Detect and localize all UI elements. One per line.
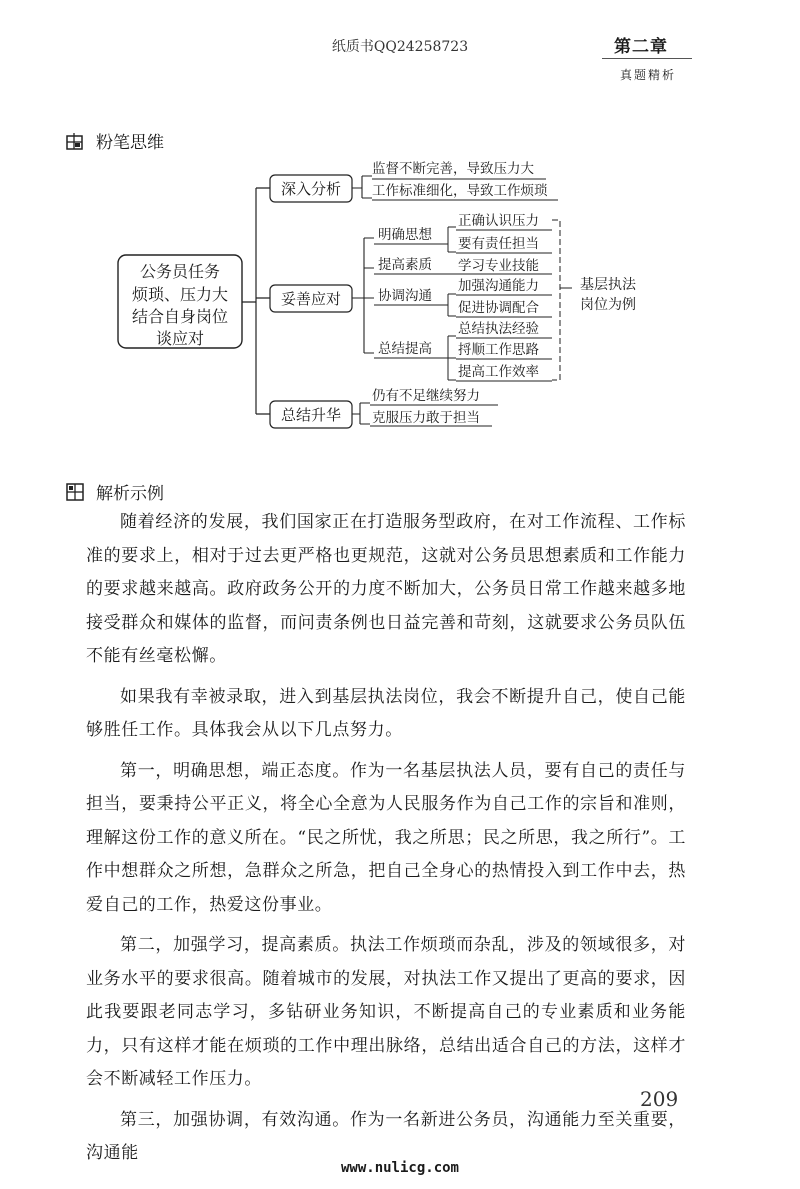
leaf-item: 加强沟通能力: [458, 278, 539, 294]
root-line-4: 谈应对: [155, 329, 205, 348]
branch-analysis: [270, 160, 558, 202]
leaf-item: 克服压力敢于担当: [372, 410, 480, 426]
root-node: [118, 255, 242, 348]
note-bracket: [552, 220, 560, 380]
grid-icon: [66, 132, 84, 150]
leaf-item: 工作标准细化，导致工作烦琐: [372, 183, 548, 199]
group-label: 提高素质: [378, 257, 432, 273]
connector-root: [242, 188, 270, 414]
footer-url: www.nulicg.com: [340, 1160, 459, 1176]
page-number: 209: [640, 1087, 679, 1111]
analysis-body: [86, 506, 686, 1178]
header-divider: [602, 58, 692, 59]
header-watermark-text: 纸质书QQ24258723: [331, 39, 469, 55]
group-label: 协调沟通: [378, 288, 432, 304]
root-line-1: 公务员任务: [139, 262, 221, 281]
section-title-text: 粉笔思维: [96, 133, 164, 153]
leaf-item: 提高工作效率: [458, 364, 539, 380]
section-title-text: 解析示例: [96, 484, 164, 504]
leaf-item: 总结执法经验: [458, 321, 539, 337]
branch-label: 妥善应对: [280, 290, 342, 308]
leaf-item: 正确认识压力: [458, 213, 539, 229]
leaf-item: 促进协调配合: [458, 300, 539, 316]
paragraph: 随着经济的发展，我们国家正在打造服务型政府，在对工作流程、工作标准的要求上，相对于过去更严格也更规范，这就对公务员思想素质和工作能力的要求越来越高。政府政务公开的力度不断加大，公务员日常工作越来越多地接受群众和媒体的监督，而问责条例也日益完善和苛刻，这就要求公务员队伍不能有丝毫松懈。: [86, 512, 686, 666]
chapter-title: 第二章: [614, 37, 668, 57]
group-label: 明确思想: [378, 227, 432, 243]
paragraph: 第一，明确思想，端正态度。作为一名基层执法人员，要有自己的责任与担当，要秉持公平正义，将全心全意为人民服务作为自己工作的宗旨和准则，理解这份工作的意义所在。“民之所忧，我之所思；民之所思，我之所行”。工作中想群众之所想，急群众之所急，把自己全身心的热情投入到工作中去，热爱自己的工作，热爱这份事业。: [86, 760, 686, 915]
chapter-subtitle: 真题精析: [620, 68, 677, 82]
leaf-item: 仍有不足继续努力: [372, 388, 480, 404]
note-line-1: 基层执法: [580, 277, 636, 293]
paragraph: 第三，加强协调，有效沟通。作为一名新进公务员，沟通能力至关重要，沟通能: [86, 1109, 686, 1163]
section-heading-analysis: [66, 479, 164, 504]
leaf-item: 要有责任担当: [458, 236, 539, 252]
mind-map: [0, 150, 800, 440]
leaf-item: 捋顺工作思路: [458, 342, 539, 358]
branch-label: 深入分析: [280, 180, 342, 198]
leaf-item: 监督不断完善，导致压力大: [372, 161, 534, 177]
grid-icon: [66, 483, 84, 501]
branch-label: 总结升华: [280, 406, 342, 424]
leaf-item: 学习专业技能: [458, 258, 539, 274]
paragraph: 第二，加强学习，提高素质。执法工作烦琐而杂乱，涉及的领域很多，对业务水平的要求很高。随着城市的发展，对执法工作又提出了更高的要求，因此我要跟老同志学习，多钻研业务知识，不断提高自己的专业素质和业务能力，只有这样才能在烦琐的工作中理出脉络，总结出适合自己的方法，这样才会不断减轻工作压力。: [86, 935, 686, 1089]
paragraph: 如果我有幸被录取，进入到基层执法岗位，我会不断提升自己，使自己能够胜任工作。具体我会从以下几点努力。: [86, 686, 686, 740]
root-line-2: 烦琐、压力大: [131, 285, 229, 304]
branch-summary: [270, 387, 498, 428]
branch-response: [270, 212, 637, 381]
group-label: 总结提高: [378, 341, 432, 357]
root-line-3: 结合自身岗位: [131, 307, 229, 326]
note-line-2: 岗位为例: [580, 297, 636, 313]
